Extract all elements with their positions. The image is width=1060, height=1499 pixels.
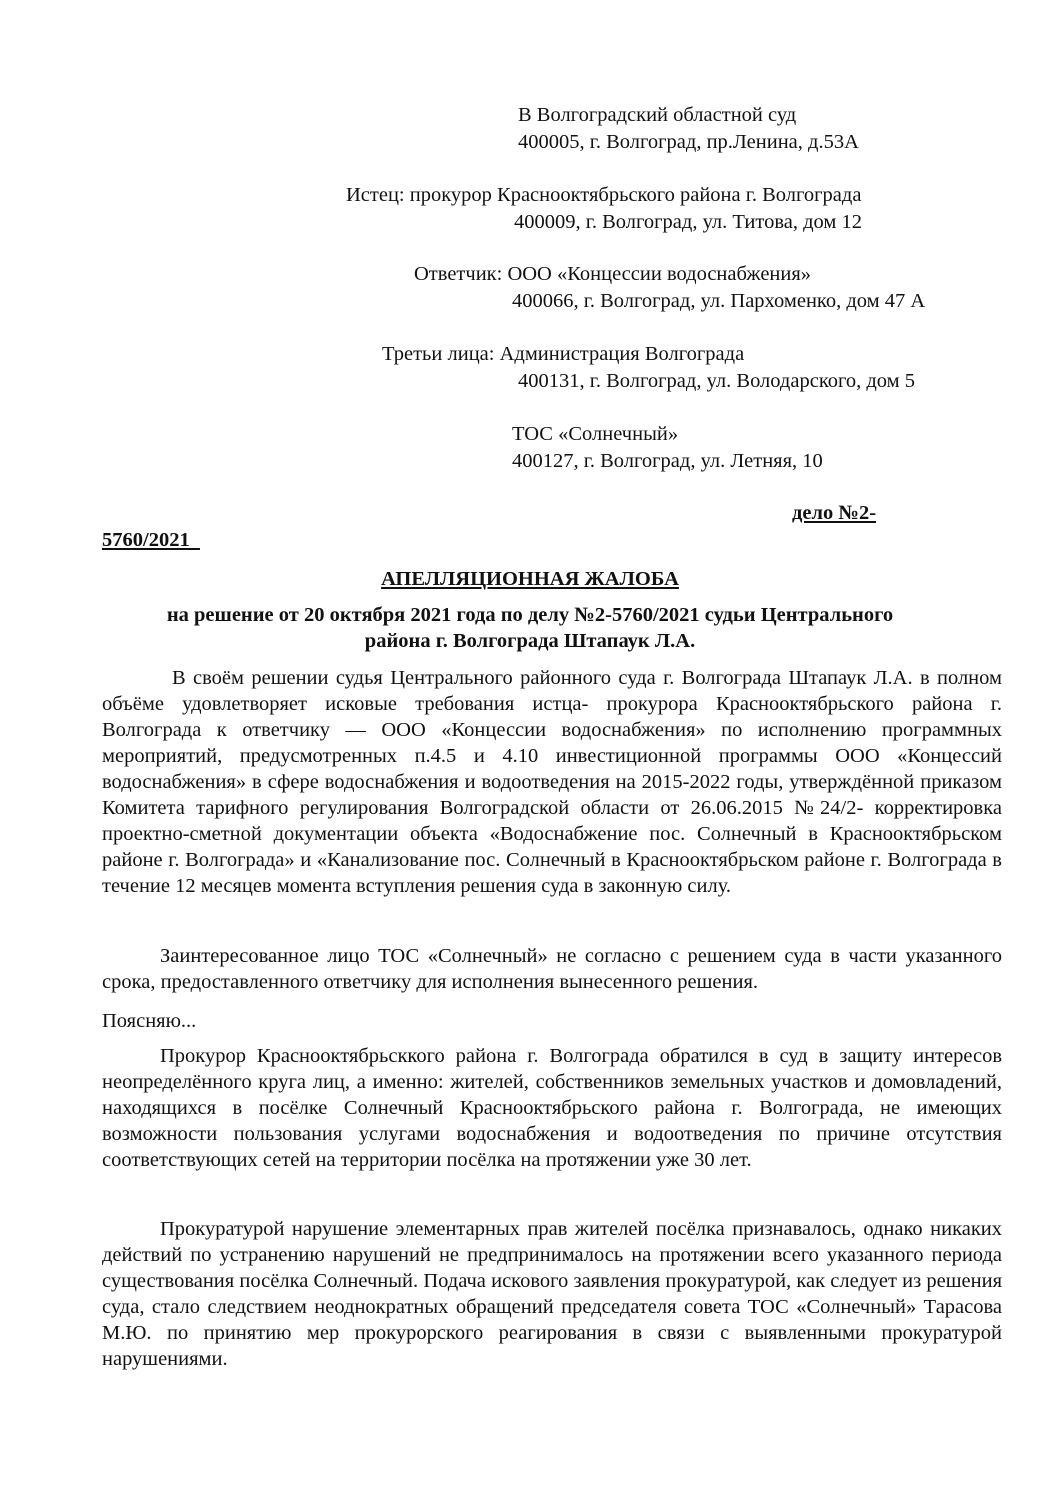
court-address: 400005, г. Волгоград, пр.Ленина, д.53А: [518, 131, 859, 153]
defendant: Ответчик: ООО «Концессии водоснабжения»: [414, 263, 812, 285]
paragraph-prosecution-inaction: Прокуратурой нарушение элементарных прав жителей посёлка признавалось, однако никаких действий по устранению нарушений не предпринималось на протяжении всего указанного периода существования посёлка Солнечный. Подача искового заявления прокуратурой, как следует из решения суда, стало следствием неоднократных обращений председателя совета ТОС «Солнечный» Тарасова М.Ю. по принятию мер прокурорского реагирования в связи с выявленными прокуратурой нарушениями.: [102, 1218, 1002, 1370]
paragraph-prosecutor: Прокурор Краснооктябрьсккого района г. Волгограда обратился в суд в защиту интересов неопределённого круга лиц, а именно: жителей, собственников земельных участков и домовладений, находящихся в посёлке Солнечный Краснооктябрьского района г. Волгограда, не имеющих возможности пользования услугами водоснабжения и водоотведения по причине отсутствия соответствующих сетей на территории посёлка на протяжении уже 30 лет.: [102, 1045, 1002, 1171]
court-name: В Волгоградский областной суд: [518, 104, 797, 126]
defendant-address: 400066, г. Волгоград, ул. Пархоменко, дом 47 А: [512, 290, 926, 312]
document-subheading-line1: на решение от 20 октября 2021 года по делу №2-5760/2021 судьи Центрального: [166, 604, 894, 626]
document-subheading-line2: района г. Волгограда Штапаук Л.А.: [364, 630, 696, 652]
third-parties: Третьи лица: Администрация Волгограда: [382, 343, 745, 365]
case-number-line2: 5760/2021: [102, 529, 200, 551]
third-parties-address: 400131, г. Волгоград, ул. Володарского, дом 5: [518, 370, 916, 392]
case-number-line1: дело №2-: [792, 502, 877, 524]
paragraph-decision: В своём решении судья Центрального районного суда г. Волгограда Штапаук Л.А. в полном объёме удовлетворяет исковые требования истца- прокурора Краснооктябрьского района г. Волгограда к ответчику — ООО «Концессии водоснабжения» по исполнению программных мероприятий, предусмотренных п.4.5 и 4.10 инвестиционной программы ООО «Концессий водоснабжения» в сфере водоснабжения и водоотведения на 2015-2022 годы, утверждённой приказом Комитета тарифного регулирования Волгоградской области от 26.06.2015 №24/2- корректировка проектно-сметной документации объекта «Водоснабжение пос. Солнечный в Краснооктябрьском районе г. Волгограда» и «Канализование пос. Солнечный в Краснооктябрьском районе г. Волгограда в течение 12 месяцев момента вступления решения суда в законную силу.: [102, 667, 1002, 897]
tos-address: 400127, г. Волгоград, ул. Летняя, 10: [512, 450, 823, 472]
paragraph-disagreement: Заинтересованное лицо ТОС «Солнечный» не согласно с решением суда в части указанного срока, предоставленного ответчику для исполнения вынесенного решения.: [102, 945, 1002, 993]
tos-name: ТОС «Солнечный»: [512, 423, 679, 445]
plaintiff-address: 400009, г. Волгоград, ул. Титова, дом 12: [514, 211, 862, 233]
document-heading: АПЕЛЛЯЦИОННАЯ ЖАЛОБА: [381, 568, 679, 590]
paragraph-explanation-intro: Поясняю...: [102, 1010, 197, 1032]
plaintiff: Истец: прокурор Краснооктябрьского района г. Волгограда: [346, 184, 862, 206]
